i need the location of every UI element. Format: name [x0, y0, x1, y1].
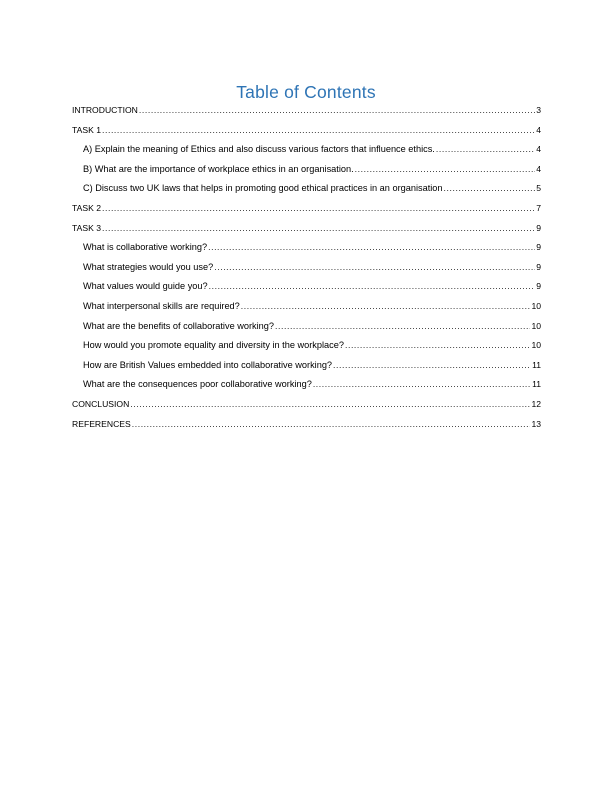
toc-entry-benefits[interactable]	[72, 320, 541, 340]
toc-entry-label: CONCLUSION	[72, 398, 130, 409]
toc-entry-strategies[interactable]	[72, 261, 541, 281]
toc-dot-leader	[444, 182, 536, 194]
toc-dot-leader	[102, 124, 535, 136]
toc-entry-label: What is collaborative working?	[83, 242, 208, 253]
toc-dot-leader	[102, 202, 535, 214]
toc-entry-label: What are the consequences poor collaborative working?	[83, 379, 312, 390]
toc-page-number: 9	[536, 261, 541, 272]
toc-page-number: 7	[536, 202, 541, 213]
toc-entry-values[interactable]	[72, 280, 541, 300]
toc-entry-equality-diversity[interactable]	[72, 339, 541, 359]
toc-entry-label: How would you promote equality and diversity in the workplace?	[83, 340, 344, 351]
toc-entry-task-1-a[interactable]	[72, 143, 541, 163]
toc-dot-leader	[130, 398, 530, 410]
toc-entry-label: B) What are the importance of workplace ethics in an organisation.	[83, 163, 354, 174]
toc-entry-label: How are British Values embedded into collaborative working?	[83, 359, 333, 370]
toc-dot-leader	[275, 320, 530, 332]
toc-entry-references[interactable]	[72, 418, 541, 438]
toc-page-number: 4	[536, 144, 541, 155]
toc-entry-label: What values would guide you?	[83, 281, 208, 292]
toc-dot-leader	[355, 163, 536, 175]
toc-dot-leader	[132, 418, 531, 430]
toc-page-number: 10	[531, 340, 541, 351]
toc-entry-task-1[interactable]	[72, 124, 541, 144]
toc-page-number: 11	[532, 359, 541, 370]
toc-dot-leader	[313, 378, 531, 390]
toc-dot-leader	[209, 280, 536, 292]
toc-entry-label: What interpersonal skills are required?	[83, 300, 240, 311]
toc-entry-label: What are the benefits of collaborative working?	[83, 320, 274, 331]
toc-dot-leader	[436, 143, 535, 155]
toc-dot-leader	[139, 104, 535, 116]
toc-page-number: 10	[531, 300, 541, 311]
toc-entry-conclusion[interactable]	[72, 398, 541, 418]
toc-entry-label: C) Discuss two UK laws that helps in promoting good ethical practices in an organisation	[83, 183, 443, 194]
toc-dot-leader	[241, 300, 531, 312]
toc-entry-british-values[interactable]	[72, 359, 541, 379]
toc-dot-leader	[208, 241, 535, 253]
toc-entry-label: TASK 2	[72, 202, 101, 213]
toc-entry-label: REFERENCES	[72, 418, 131, 429]
toc-entry-task-2[interactable]	[72, 202, 541, 222]
toc-list	[72, 104, 541, 437]
toc-page-number: 10	[531, 320, 541, 331]
toc-page-number: 13	[531, 418, 541, 429]
toc-entry-label: A) Explain the meaning of Ethics and also discuss various factors that influence ethics.	[83, 144, 435, 155]
toc-page-number: 9	[536, 281, 541, 292]
toc-entry-task-1-c[interactable]	[72, 182, 541, 202]
toc-dot-leader	[345, 339, 530, 351]
toc-page-number: 11	[532, 379, 541, 390]
toc-page-number: 4	[536, 124, 541, 135]
toc-entry-label: TASK 1	[72, 124, 101, 135]
toc-entry-interpersonal-skills[interactable]	[72, 300, 541, 320]
toc-page-number: 5	[536, 183, 541, 194]
toc-page-number: 9	[536, 242, 541, 253]
toc-entry-consequences[interactable]	[72, 378, 541, 398]
toc-dot-leader	[102, 222, 535, 234]
toc-entry-label: INTRODUCTION	[72, 105, 138, 115]
toc-entry-label: What strategies would you use?	[83, 261, 214, 272]
toc-page-number: 4	[536, 163, 541, 174]
toc-page-number: 9	[536, 222, 541, 233]
toc-page-number: 3	[536, 105, 541, 115]
toc-entry-task-1-b[interactable]	[72, 163, 541, 183]
toc-entry-collaborative-working[interactable]	[72, 241, 541, 261]
toc-dot-leader	[214, 261, 535, 273]
toc-entry-introduction[interactable]	[72, 104, 541, 124]
toc-heading: Table of Contents	[236, 82, 376, 102]
toc-entry-label: TASK 3	[72, 222, 101, 233]
toc-dot-leader	[333, 359, 531, 371]
toc-entry-task-3[interactable]	[72, 222, 541, 242]
toc-page-number: 12	[531, 398, 541, 409]
